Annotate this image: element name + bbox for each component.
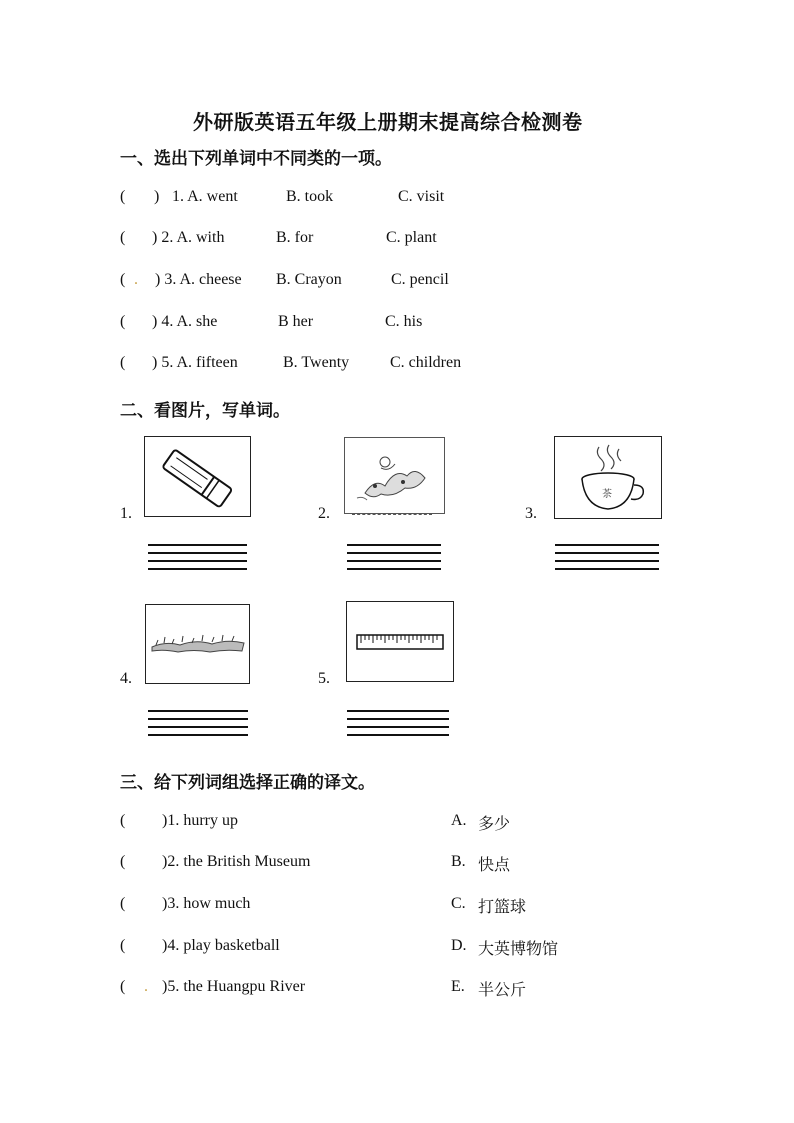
question-option-c: C. children [390, 354, 462, 371]
option-translation: 快点 [478, 855, 511, 874]
svg-text:茶: 茶 [602, 489, 612, 500]
grass-icon [146, 605, 249, 683]
tea-cup-icon [555, 437, 661, 518]
answer-paren-open[interactable]: ( [120, 812, 126, 829]
tea-cup-picture [554, 436, 662, 519]
eraser-icon [145, 437, 250, 516]
section-2-heading: 二、看图片，写单词。 [120, 401, 290, 421]
answer-paren-open[interactable]: ( [120, 229, 126, 246]
answer-lines-5[interactable] [347, 710, 449, 742]
map-icon [345, 438, 444, 513]
picture-2-underline [352, 514, 432, 515]
picture-1-label: 1. [120, 505, 132, 522]
answer-paren-open[interactable]: ( [120, 188, 126, 205]
answer-paren-open[interactable]: ( [120, 937, 126, 954]
picture-5-label: 5. [318, 670, 330, 687]
answer-paren-open[interactable]: ( [120, 354, 126, 371]
question-option-b: B her [278, 313, 314, 330]
question-option-b: B. Twenty [283, 354, 350, 371]
answer-lines-3[interactable] [555, 544, 659, 576]
answer-paren-open[interactable]: ( [120, 853, 126, 870]
option-translation: 大英博物馆 [478, 939, 559, 958]
question-option-a: ) 4. A. she [152, 313, 218, 330]
option-translation: 多少 [478, 814, 511, 833]
ruler-picture [346, 601, 454, 682]
grass-picture [145, 604, 250, 684]
eraser-picture [144, 436, 251, 517]
option-translation: 打篮球 [478, 897, 527, 916]
phrase-text: )3. how much [162, 895, 251, 912]
question-option-b: B. took [286, 188, 334, 205]
section-3-heading: 三、给下列词组选择正确的译文。 [120, 773, 375, 793]
page-title: 外研版英语五年级上册期末提高综合检测卷 [193, 112, 583, 134]
answer-paren-open[interactable]: ( [120, 271, 126, 288]
question-option-c: C. pencil [391, 271, 449, 288]
phrase-text: )1. hurry up [162, 812, 238, 829]
question-option-c: C. visit [398, 188, 445, 205]
ruler-icon [347, 602, 453, 681]
answer-paren-close: ) [154, 188, 160, 205]
answer-mark: . [144, 978, 148, 995]
answer-lines-2[interactable] [347, 544, 441, 576]
question-option-c: C. plant [386, 229, 437, 246]
question-option-a: 1. A. went [172, 188, 238, 205]
option-letter: D. [451, 937, 467, 954]
picture-4-label: 4. [120, 670, 132, 687]
answer-lines-4[interactable] [148, 710, 248, 742]
question-option-a: ) 2. A. with [152, 229, 225, 246]
phrase-text: )5. the Huangpu River [162, 978, 306, 995]
option-letter: E. [451, 978, 465, 995]
option-letter: C. [451, 895, 466, 912]
phrase-text: )4. play basketball [162, 937, 280, 954]
question-option-b: B. for [276, 229, 314, 246]
picture-2-label: 2. [318, 505, 330, 522]
answer-paren-open[interactable]: ( [120, 313, 126, 330]
option-translation: 半公斤 [478, 980, 527, 999]
answer-paren-open[interactable]: ( [120, 978, 126, 995]
option-letter: B. [451, 853, 466, 870]
question-option-a: ) 3. A. cheese [155, 271, 242, 288]
answer-lines-1[interactable] [148, 544, 247, 576]
question-option-c: C. his [385, 313, 423, 330]
answer-mark: . [134, 271, 138, 288]
phrase-text: )2. the British Museum [162, 853, 311, 870]
map-picture [344, 437, 445, 514]
answer-paren-open[interactable]: ( [120, 895, 126, 912]
question-option-b: B. Crayon [276, 271, 342, 288]
section-1-heading: 一、选出下列单词中不同类的一项。 [120, 149, 392, 169]
question-option-a: ) 5. A. fifteen [152, 354, 238, 371]
picture-3-label: 3. [525, 505, 537, 522]
option-letter: A. [451, 812, 467, 829]
